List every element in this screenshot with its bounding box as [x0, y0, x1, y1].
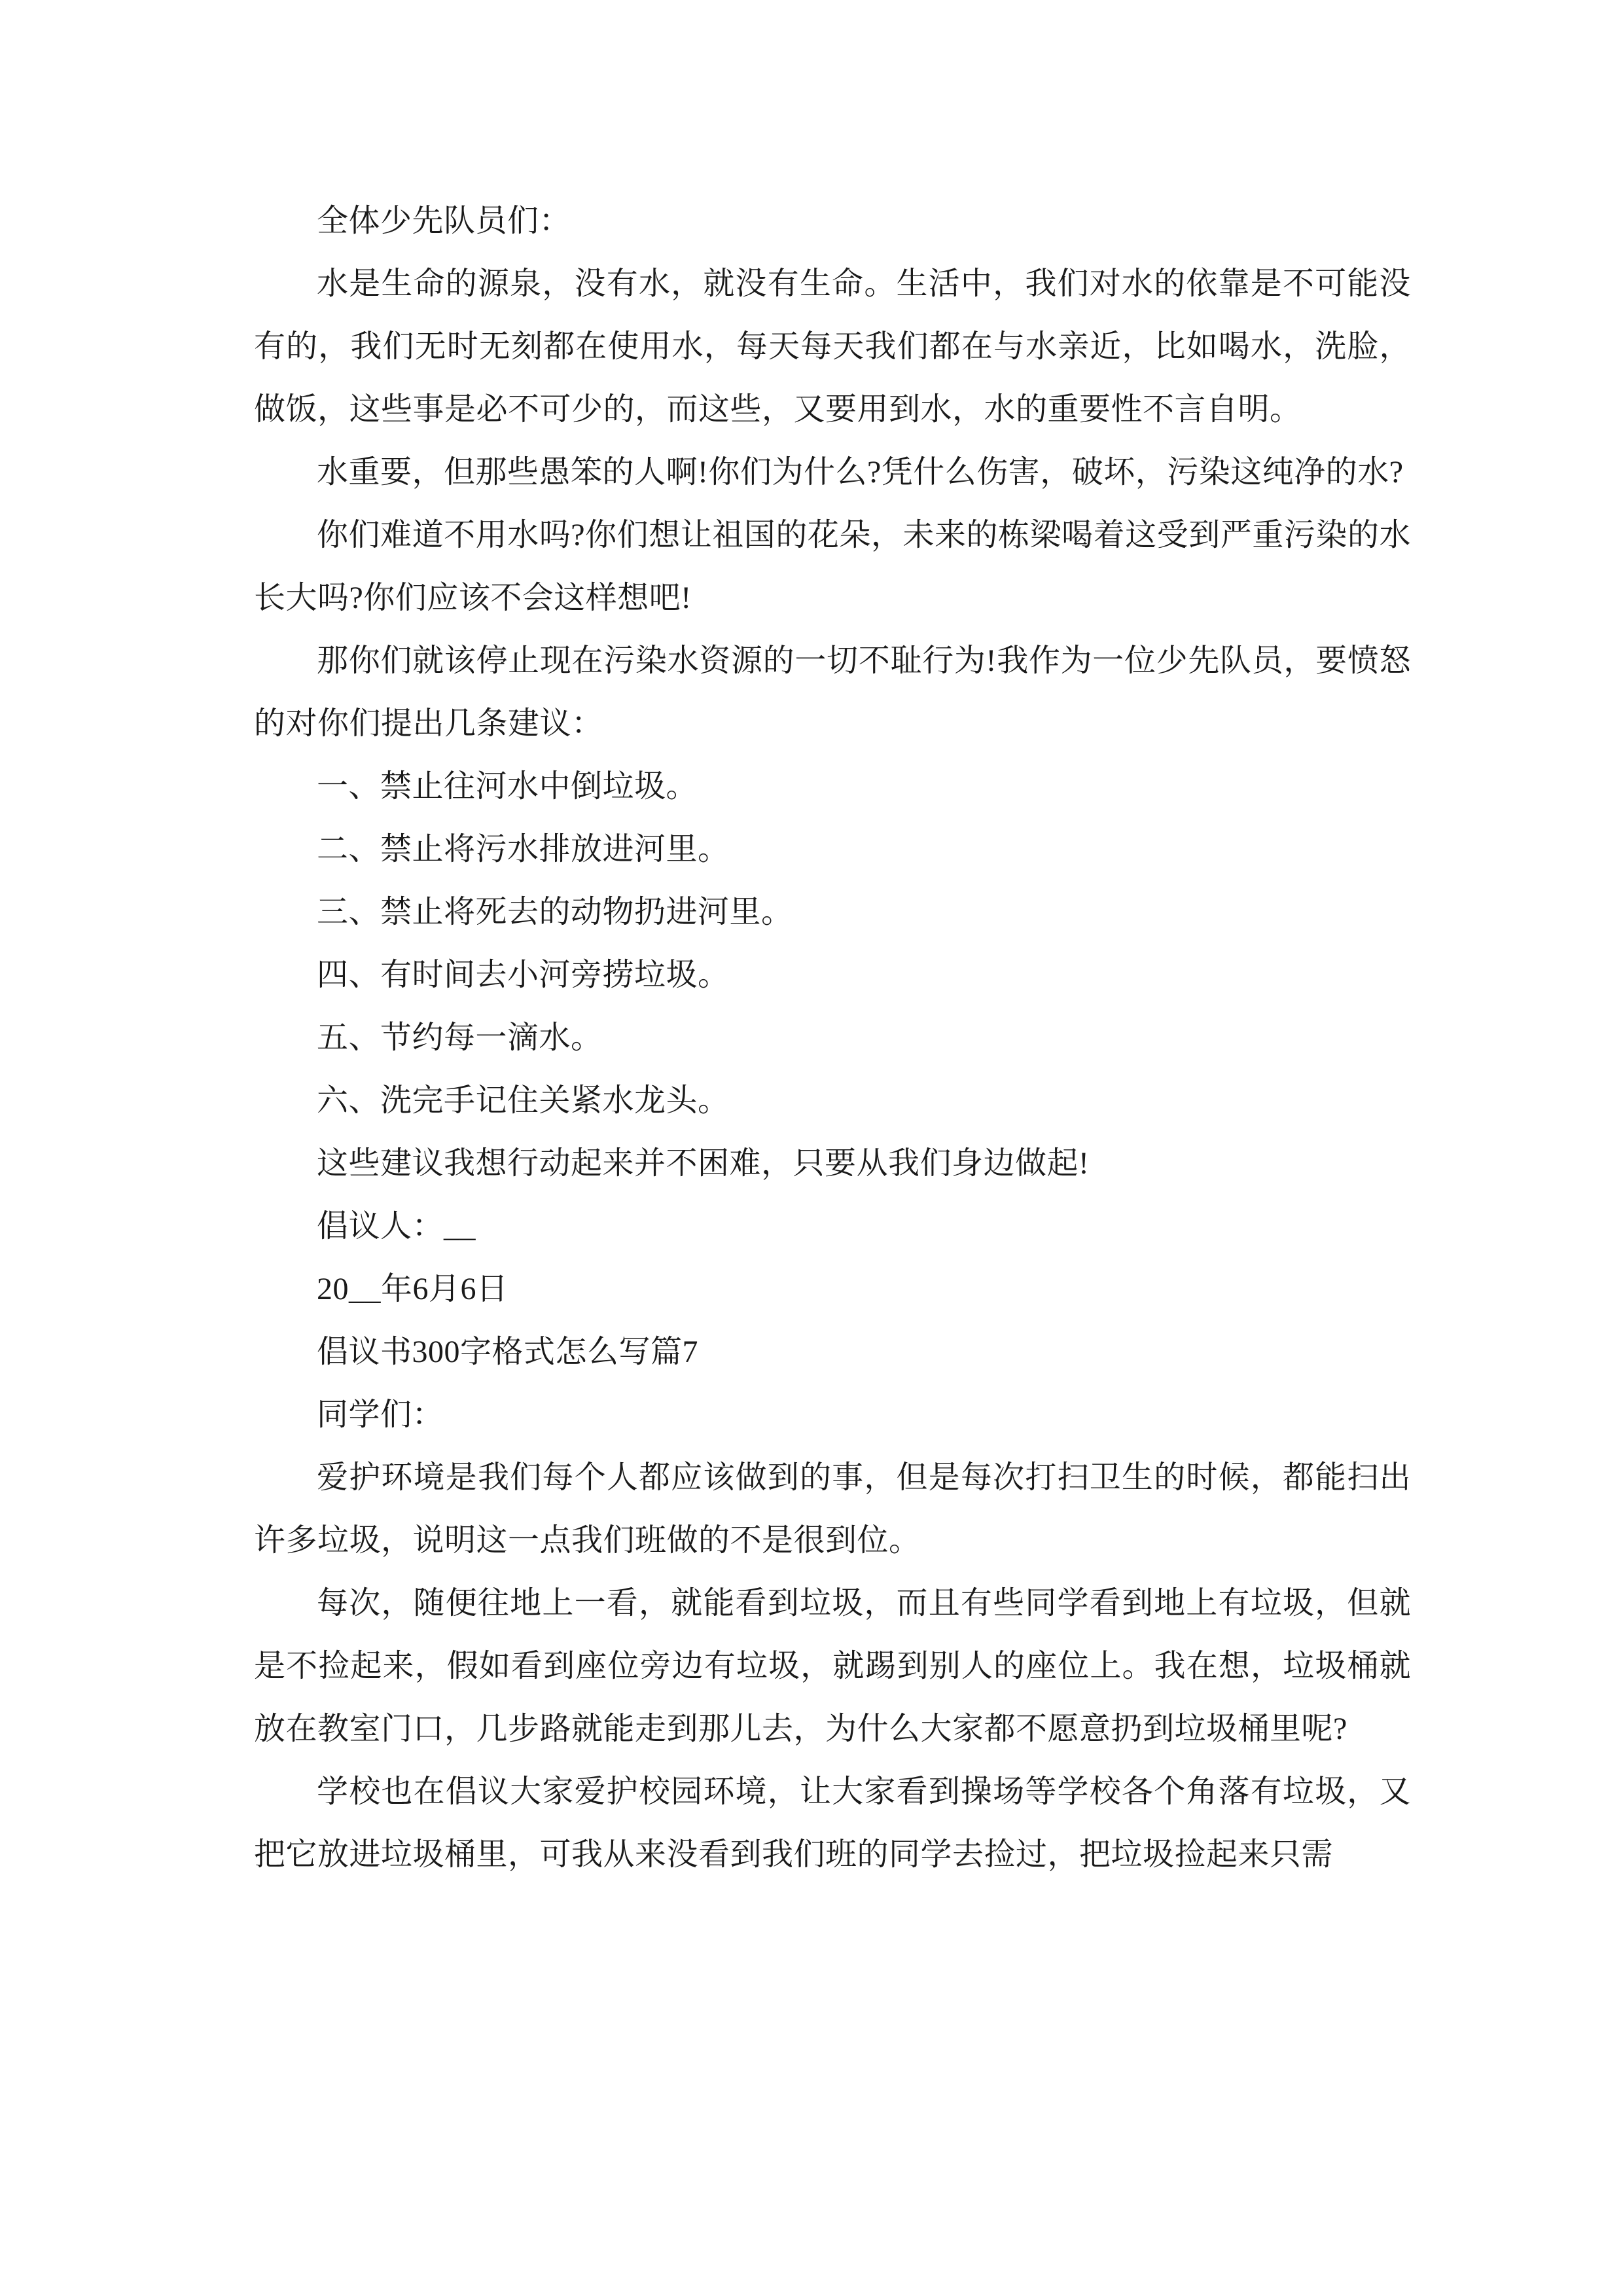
date-line: 20__年6月6日 [317, 1272, 508, 1306]
salutation: 全体少先队员们： [317, 204, 571, 238]
list-item-2: 二、禁止将污水排放进河里。 [317, 832, 730, 867]
paragraph: 水重要，但那些愚笨的人啊!你们为什么?凭什么伤害，破坏，污染这纯净的水? [317, 455, 1404, 490]
list-item-1: 一、禁止往河水中倒垃圾。 [317, 769, 698, 804]
list-item-3: 三、禁止将死去的动物扔进河里。 [317, 895, 793, 929]
paragraph: 水是生命的源泉，没有水，就没有生命。生活中，我们对水的依靠是不可能没有的，我们无时无刻都在使用水，每天每天我们都在与水亲近，比如喝水，洗脸，做饭，这些事是必不可少的，而这些，又要用到水，水的重要性不言自明。 [254, 266, 1411, 427]
paragraph: 爱护环境是我们每个人都应该做到的事，但是每次打扫卫生的时候，都能扫出许多垃圾，说明这一点我们班做的不是很到位。 [254, 1460, 1411, 1558]
paragraph: 每次，随便往地上一看，就能看到垃圾，而且有些同学看到地上有垃圾，但就是不捡起来，假如看到座位旁边有垃圾，就踢到别人的座位上。我在想，垃圾桶就放在教室门口，几步路就能走到那儿去，为什么大家都不愿意扔到垃圾桶里呢? [254, 1586, 1411, 1746]
paragraph: 学校也在倡议大家爱护校园环境，让大家看到操场等学校各个角落有垃圾，又把它放进垃圾桶里，可我从来没看到我们班的同学去捡过，把垃圾捡起来只需 [254, 1774, 1411, 1872]
paragraph: 你们难道不用水吗?你们想让祖国的花朵，未来的栋梁喝着这受到严重污染的水长大吗?你们应该不会这样想吧! [254, 518, 1411, 615]
salutation: 同学们： [317, 1397, 444, 1432]
signature-line: 倡议人：__ [317, 1209, 476, 1244]
list-item-4: 四、有时间去小河旁捞垃圾。 [317, 958, 730, 992]
section-title: 倡议书300字格式怎么写篇7 [317, 1335, 699, 1369]
list-item-6: 六、洗完手记住关紧水龙头。 [317, 1083, 730, 1118]
list-item-5: 五、节约每一滴水。 [317, 1020, 603, 1055]
document-body [254, 190, 1411, 1886]
paragraph: 那你们就该停止现在污染水资源的一切不耻行为!我作为一位少先队员，要愤怒的对你们提出几条建议： [254, 643, 1411, 741]
paragraph: 这些建议我想行动起来并不困难，只要从我们身边做起! [317, 1146, 1090, 1181]
